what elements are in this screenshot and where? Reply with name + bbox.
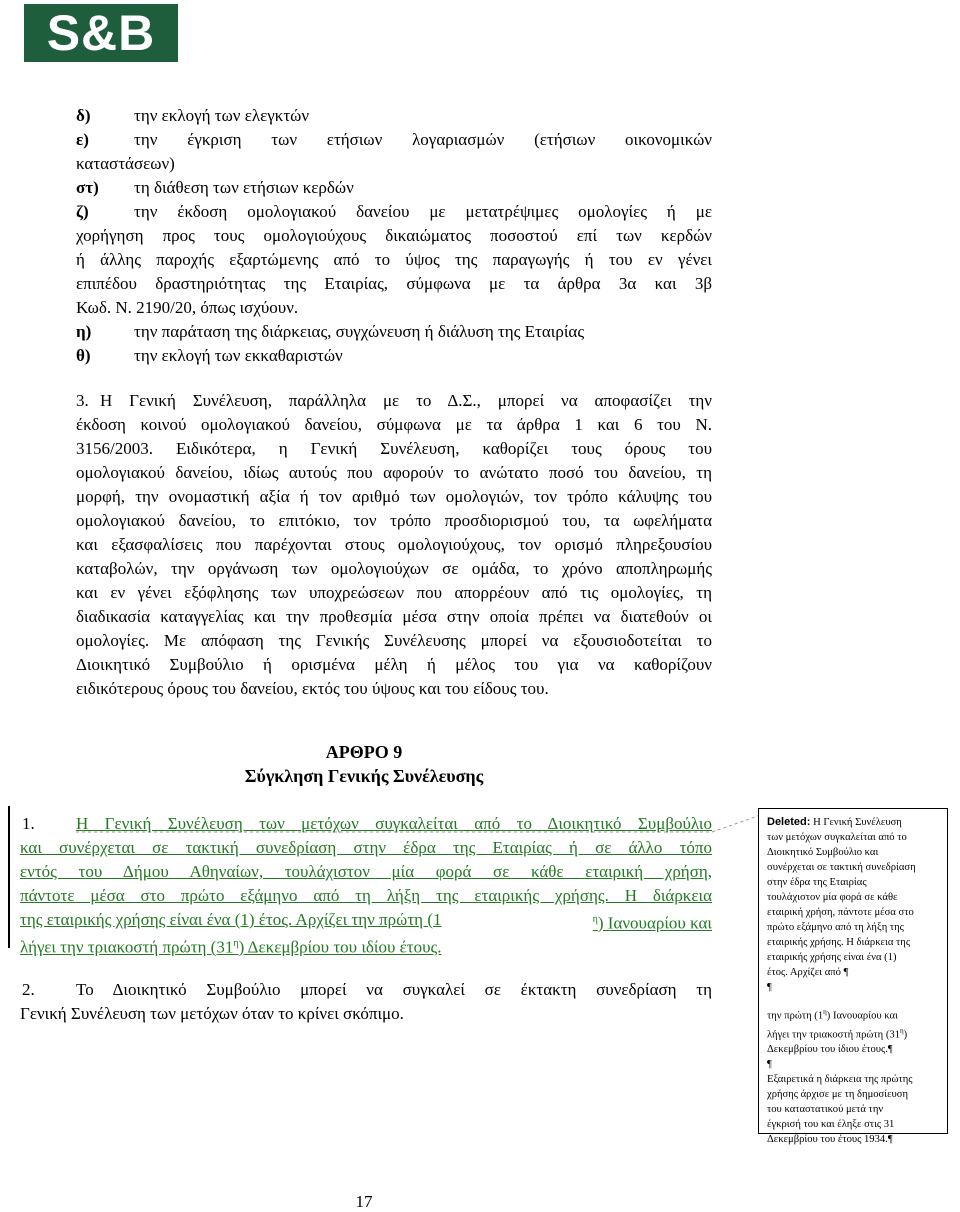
balloon-line: χρήσης άρχισε με τη δημοσίευση (767, 1089, 909, 1101)
balloon-line: εταιρικής χρήσης. Η διάρκεια της (767, 937, 911, 948)
list-item-e-cont: καταστάσεων) (76, 154, 175, 173)
superscript: η (233, 938, 239, 949)
para1-line: Η Γενική Συνέλευση των μετόχων συγκαλείται από το Διοικητικό Συμβούλιο (76, 814, 712, 833)
balloon-text: λήγει την τριακοστή πρώτη (31 (767, 1029, 900, 1041)
para2-line: Το Διοικητικό Συμβούλιο μπορεί να συγκαλεί σε έκτακτη συνεδρίαση τη (76, 980, 712, 999)
balloon-line: εταιρικής χρήσης είναι ένα (1) (767, 952, 897, 963)
para3-line: ομολογίες. Με απόφαση της Γενικής Συνέλευσης μπορεί να εξουσιοδοτείται το (76, 631, 712, 650)
balloon-line: Δεκεμβρίου του έτους 1934.¶ (767, 1134, 893, 1146)
balloon-line: ¶ (767, 982, 772, 993)
list-item-st: τη διάθεση των ετήσιων κερδών (134, 178, 354, 197)
para1-line: και συνέρχεται σε τακτική συνεδρίαση στην έδρα της Εταιρίας ή σε άλλο τόπο (20, 838, 712, 857)
para3-line: ομολογιακού δανείου, ιδίως αυτούς που αφορούν το ανώτατο ποσό του δανείου, τη (76, 463, 712, 482)
balloon-text: Η Γενική Συνέλευση (813, 817, 902, 828)
balloon-line: Διοικητικό Συμβούλιο και (767, 847, 879, 858)
para3-line: και εξασφαλίσεις που παρέχονται στους ομολογιούχους, τον ορισμό πληρεξουσίου (76, 535, 712, 554)
list-item-z-cont-4: Κωδ. Ν. 2190/20, όπως ισχύουν. (76, 298, 299, 317)
article-title: ΑΡΘΡΟ 9 (325, 742, 403, 762)
balloon-line: Δεκεμβρίου του ίδιου έτους.¶ (767, 1044, 893, 1056)
para2-line: Γενική Συνέλευση των μετόχων όταν το κρίνει σκόπιμο. (20, 1004, 404, 1023)
balloon-line: ¶ (767, 1059, 772, 1071)
para3-line: διαδικασία καταγγελίας και την προθεσμία μέσα στην οποία πρέπει να διατεθούν οι (76, 607, 712, 626)
para1-line5-start: της εταιρικής χρήσης είναι ένα (1) έτος. Αρχίζει την πρώτη (1 (20, 910, 442, 929)
list-item-d: την εκλογή των ελεγκτών (134, 106, 310, 125)
superscript: η (899, 1026, 904, 1035)
balloon-line (767, 815, 941, 830)
para2-number: 2. (22, 980, 35, 999)
para3-line: 3156/2003. Ειδικότερα, η Γενική Συνέλευση, καθορίζει τους όρους του (76, 439, 712, 458)
list-marker-i: η) (76, 322, 92, 341)
para1-line: πάντοτε μέσα στο πρώτο εξάμηνο από τη λήξη της εταιρικής χρήσης. Η διάρκεια (20, 886, 712, 905)
para3-line: ειδικότερους όρους του δανείου, εκτός του ύψους και του είδους του. (76, 679, 549, 698)
list-marker-e: ε) (76, 130, 89, 149)
para1-line (20, 932, 442, 960)
balloon-line: πρώτο εξάμηνο από τη λήξη της (767, 922, 904, 933)
balloon-text: ) Ιανουαρίου και (826, 1010, 898, 1022)
list-item-e: την έγκριση των ετήσιων λογαριασμών (ετήσιων οικονομικών (134, 130, 712, 149)
para1-line: εντός του Δήμου Αθηναίων, τουλάχιστον μία φορά σε κάθε εταιρική χρήση, (20, 862, 712, 881)
list-marker-st: στ) (76, 178, 99, 197)
article-subtitle: Σύγκληση Γενικής Συνέλευσης (244, 766, 484, 786)
balloon-line: έτος. Αρχίζει από ¶ (767, 967, 849, 978)
list-marker-d: δ) (76, 106, 91, 125)
balloon-line (767, 1005, 941, 1024)
list-item-z-cont-1: χορήγηση προς τους ομολογιούχους δικαιώματος ποσοστού επί των κερδών (76, 226, 712, 245)
para1-line5-rest (593, 908, 712, 936)
company-logo (24, 4, 178, 62)
page-number: 17 (355, 1192, 373, 1211)
para3-line: καταβολών, την οργάνωση των ομολογιούχων σε ομάδα, το χρόνο αποπληρωμής (76, 559, 712, 578)
balloon-text: την πρώτη (1 (767, 1010, 824, 1022)
deleted-comment-balloon[interactable] (758, 808, 948, 1146)
para3-line: Η Γενική Συνέλευση, παράλληλα με το Δ.Σ., μπορεί να αποφασίζει την (100, 391, 712, 410)
superscript: η (592, 914, 598, 925)
list-item-z: την έκδοση ομολογιακού δανείου με μετατρέψιμες ομολογίες ή με (134, 202, 712, 221)
balloon-text: ) (903, 1029, 908, 1041)
superscript: η (823, 1008, 827, 1016)
balloon-line: συνέρχεται σε τακτική συνεδρίαση (767, 862, 916, 873)
list-item-z-cont-2: ή άλλης παροχής εξαρτώμενης από το ύψος της παραγωγής ή του εν γένει (76, 250, 712, 269)
logo-text: S&B (46, 5, 156, 61)
list-marker-th: θ) (76, 346, 91, 365)
para3-line: έκδοση κοινού ομολογιακού δανείου, σύμφωνα με τα άρθρα 1 και 6 του Ν. (76, 415, 712, 434)
balloon-line: εταιρική χρήση, πάντοτε μέσα στο (767, 907, 914, 918)
list-item-th: την εκλογή των εκκαθαριστών (134, 346, 343, 365)
list-item-z-cont-3: επιπέδου δραστηριότητας της Εταιρίας, σύμφωνα με τα άρθρα 3α και 3β (76, 274, 712, 293)
para1-line6-end: ) Δεκεμβρίου του ιδίου έτους. (238, 937, 442, 957)
list-item-i: την παράταση της διάρκειας, συγχώνευση ή διάλυση της Εταιρίας (134, 322, 585, 341)
para3-line: και εν γένει εξόφλησης των υποχρεώσεων που απορρέουν από τις ομολογίες, τη (76, 583, 712, 602)
balloon-line (767, 1024, 941, 1043)
balloon-line: των μετόχων συγκαλείται από το (767, 832, 907, 843)
para1-number: 1. (22, 814, 35, 833)
balloon-line: στην έδρα της Εταιρίας (767, 877, 867, 888)
para3-number: 3. (76, 391, 89, 410)
para1-line5-end: ) Ιανουαρίου και (597, 913, 712, 933)
balloon-line: έγκρισή του και έληξε στις 31 (767, 1119, 895, 1131)
list-marker-z: ζ) (76, 202, 89, 221)
deleted-label: Deleted: (767, 816, 811, 828)
para1-line6-start: λήγει την τριακοστή πρώτη (31 (20, 937, 234, 957)
balloon-line: του καταστατικού μετά την (767, 1104, 884, 1116)
balloon-line: τουλάχιστον μία φορά σε κάθε (767, 892, 898, 903)
para3-line: ομολογιακού δανείου, το επιτόκιο, τον τρόπο προσδιορισμού του, τα ωφελήματα (76, 511, 712, 530)
para3-line: Διοικητικό Συμβούλιο ή ορισμένα μέλη ή μέλος του για να καθορίζουν (76, 655, 712, 674)
change-bar (8, 806, 10, 948)
balloon-line: Εξαιρετικά η διάρκεια της πρώτης (767, 1074, 913, 1086)
para3-line: μορφή, την ονομαστική αξία ή τον αριθμό των ομολογιών, τον τρόπο κάλυψης του (76, 487, 712, 506)
